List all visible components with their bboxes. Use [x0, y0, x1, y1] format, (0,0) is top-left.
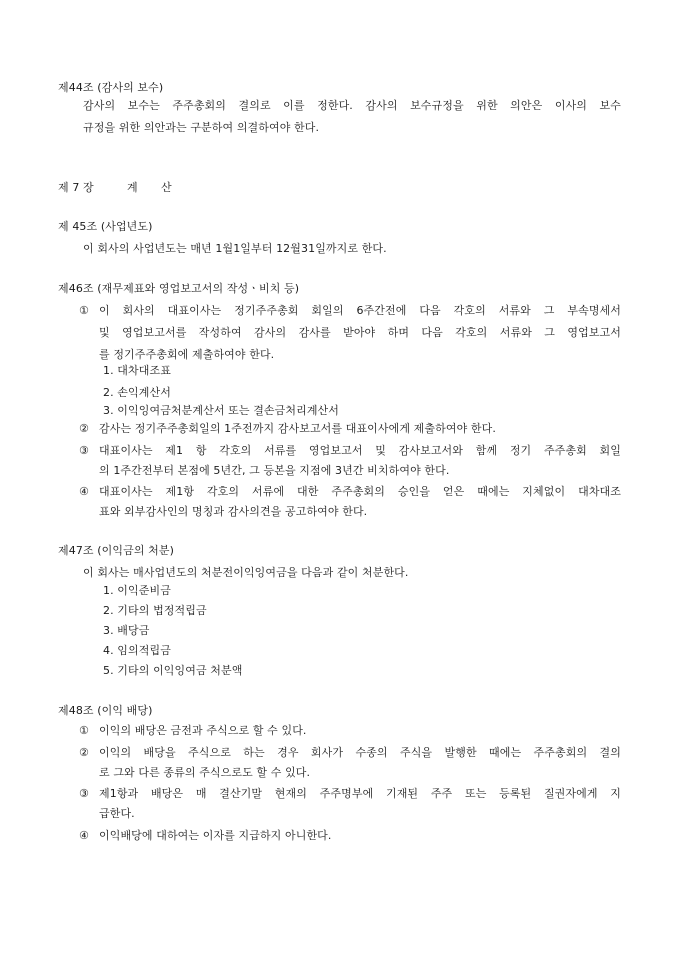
article-47-item-1: 1. 이익준비금: [103, 584, 171, 597]
article-47-item-3: 3. 배당금: [103, 624, 150, 637]
article-46-p1-line-3: 를 정기주주총회에 제출하여야 한다.: [99, 348, 275, 361]
chapter-7-title-part-2: 산: [161, 181, 172, 194]
article-48-marker-2: ②: [79, 746, 89, 759]
article-48-p1-line-1: 이익의 배당은 금전과 주식으로 할 수 있다.: [99, 724, 307, 737]
article-46-p4-line-1: 대표이사는 제1항 각호의 서류에 대한 주주총회의 승인을 얻은 때에는 지체없이 대차대조: [99, 485, 621, 498]
article-48-p4-line-1: 이익배당에 대하여는 이자를 지급하지 아니한다.: [99, 829, 332, 842]
article-46-item-1: 1. 대차대조표: [103, 364, 171, 377]
article-48-marker-4: ④: [79, 829, 89, 842]
article-47-item-5: 5. 기타의 이익잉여금 처분액: [103, 664, 243, 677]
article-48-p2-line-1: 이익의 배당을 주식으로 하는 경우 회사가 수종의 주식을 발행한 때에는 주주총회의 결의: [99, 746, 621, 759]
article-48-p2-line-2: 로 그와 다른 종류의 주식으로도 할 수 있다.: [99, 766, 311, 779]
article-48-title: 제48조 (이익 배당): [58, 704, 153, 717]
article-45-title: 제 45조 (사업년도): [58, 220, 153, 233]
article-46-marker-2: ②: [79, 422, 89, 435]
article-46-title: 제46조 (재무제표와 영업보고서의 작성ㆍ비치 등): [58, 282, 300, 295]
article-46-marker-4: ④: [79, 485, 89, 498]
article-46-p1-line-2: 및 영업보고서를 작성하여 감사의 감사를 받아야 하며 다음 각호의 서류와 그 영업보고서: [99, 326, 621, 339]
article-48-marker-3: ③: [79, 787, 89, 800]
article-46-marker-3: ③: [79, 444, 89, 457]
article-46-marker-1: ①: [79, 304, 89, 317]
article-46-p1-line-1: 이 회사의 대표이사는 정기주주총회 회일의 6주간전에 다음 각호의 서류와 그 부속명세서: [99, 304, 621, 317]
article-44-line-2: 규정을 위한 의안과는 구분하여 의결하여야 한다.: [83, 121, 320, 134]
article-46-p3-line-2: 의 1주간전부터 본점에 5년간, 그 등본을 지점에 3년간 비치하여야 한다.: [99, 464, 450, 477]
article-47-item-2: 2. 기타의 법정적립금: [103, 604, 207, 617]
article-47-title: 제47조 (이익금의 처분): [58, 544, 174, 557]
article-47-item-4: 4. 임의적립금: [103, 644, 171, 657]
article-46-p4-line-2: 표와 외부감사인의 명칭과 감사의견을 공고하여야 한다.: [99, 505, 368, 518]
chapter-7-label: 제 7 장: [58, 181, 94, 194]
article-46-item-2: 2. 손익계산서: [103, 386, 171, 399]
article-48-marker-1: ①: [79, 724, 89, 737]
article-46-item-3: 3. 이익잉여금처분계산서 또는 결손금처리계산서: [103, 404, 340, 417]
article-45-line-1: 이 회사의 사업년도는 매년 1월1일부터 12월31일까지로 한다.: [83, 242, 387, 255]
article-48-p3-line-2: 급한다.: [99, 807, 135, 820]
article-47-line-1: 이 회사는 매사업년도의 처분전이익잉여금을 다음과 같이 처분한다.: [83, 566, 409, 579]
chapter-7-title-part-1: 계: [127, 181, 138, 194]
article-44-title: 제44조 (감사의 보수): [58, 81, 164, 94]
article-48-p3-line-1: 제1항과 배당은 매 결산기말 현재의 주주명부에 기재된 주주 또는 등록된 질권자에게 지: [99, 787, 621, 800]
article-46-p2-line-1: 감사는 정기주주총회일의 1주전까지 감사보고서를 대표이사에게 제출하여야 한다.: [99, 422, 496, 435]
article-46-p3-line-1: 대표이사는 제1 항 각호의 서류를 영업보고서 및 감사보고서와 함께 정기 주주총회 회일: [99, 444, 621, 457]
article-44-line-1: 감사의 보수는 주주총회의 결의로 이를 정한다. 감사의 보수규정을 위한 의안은 이사의 보수: [83, 99, 621, 112]
